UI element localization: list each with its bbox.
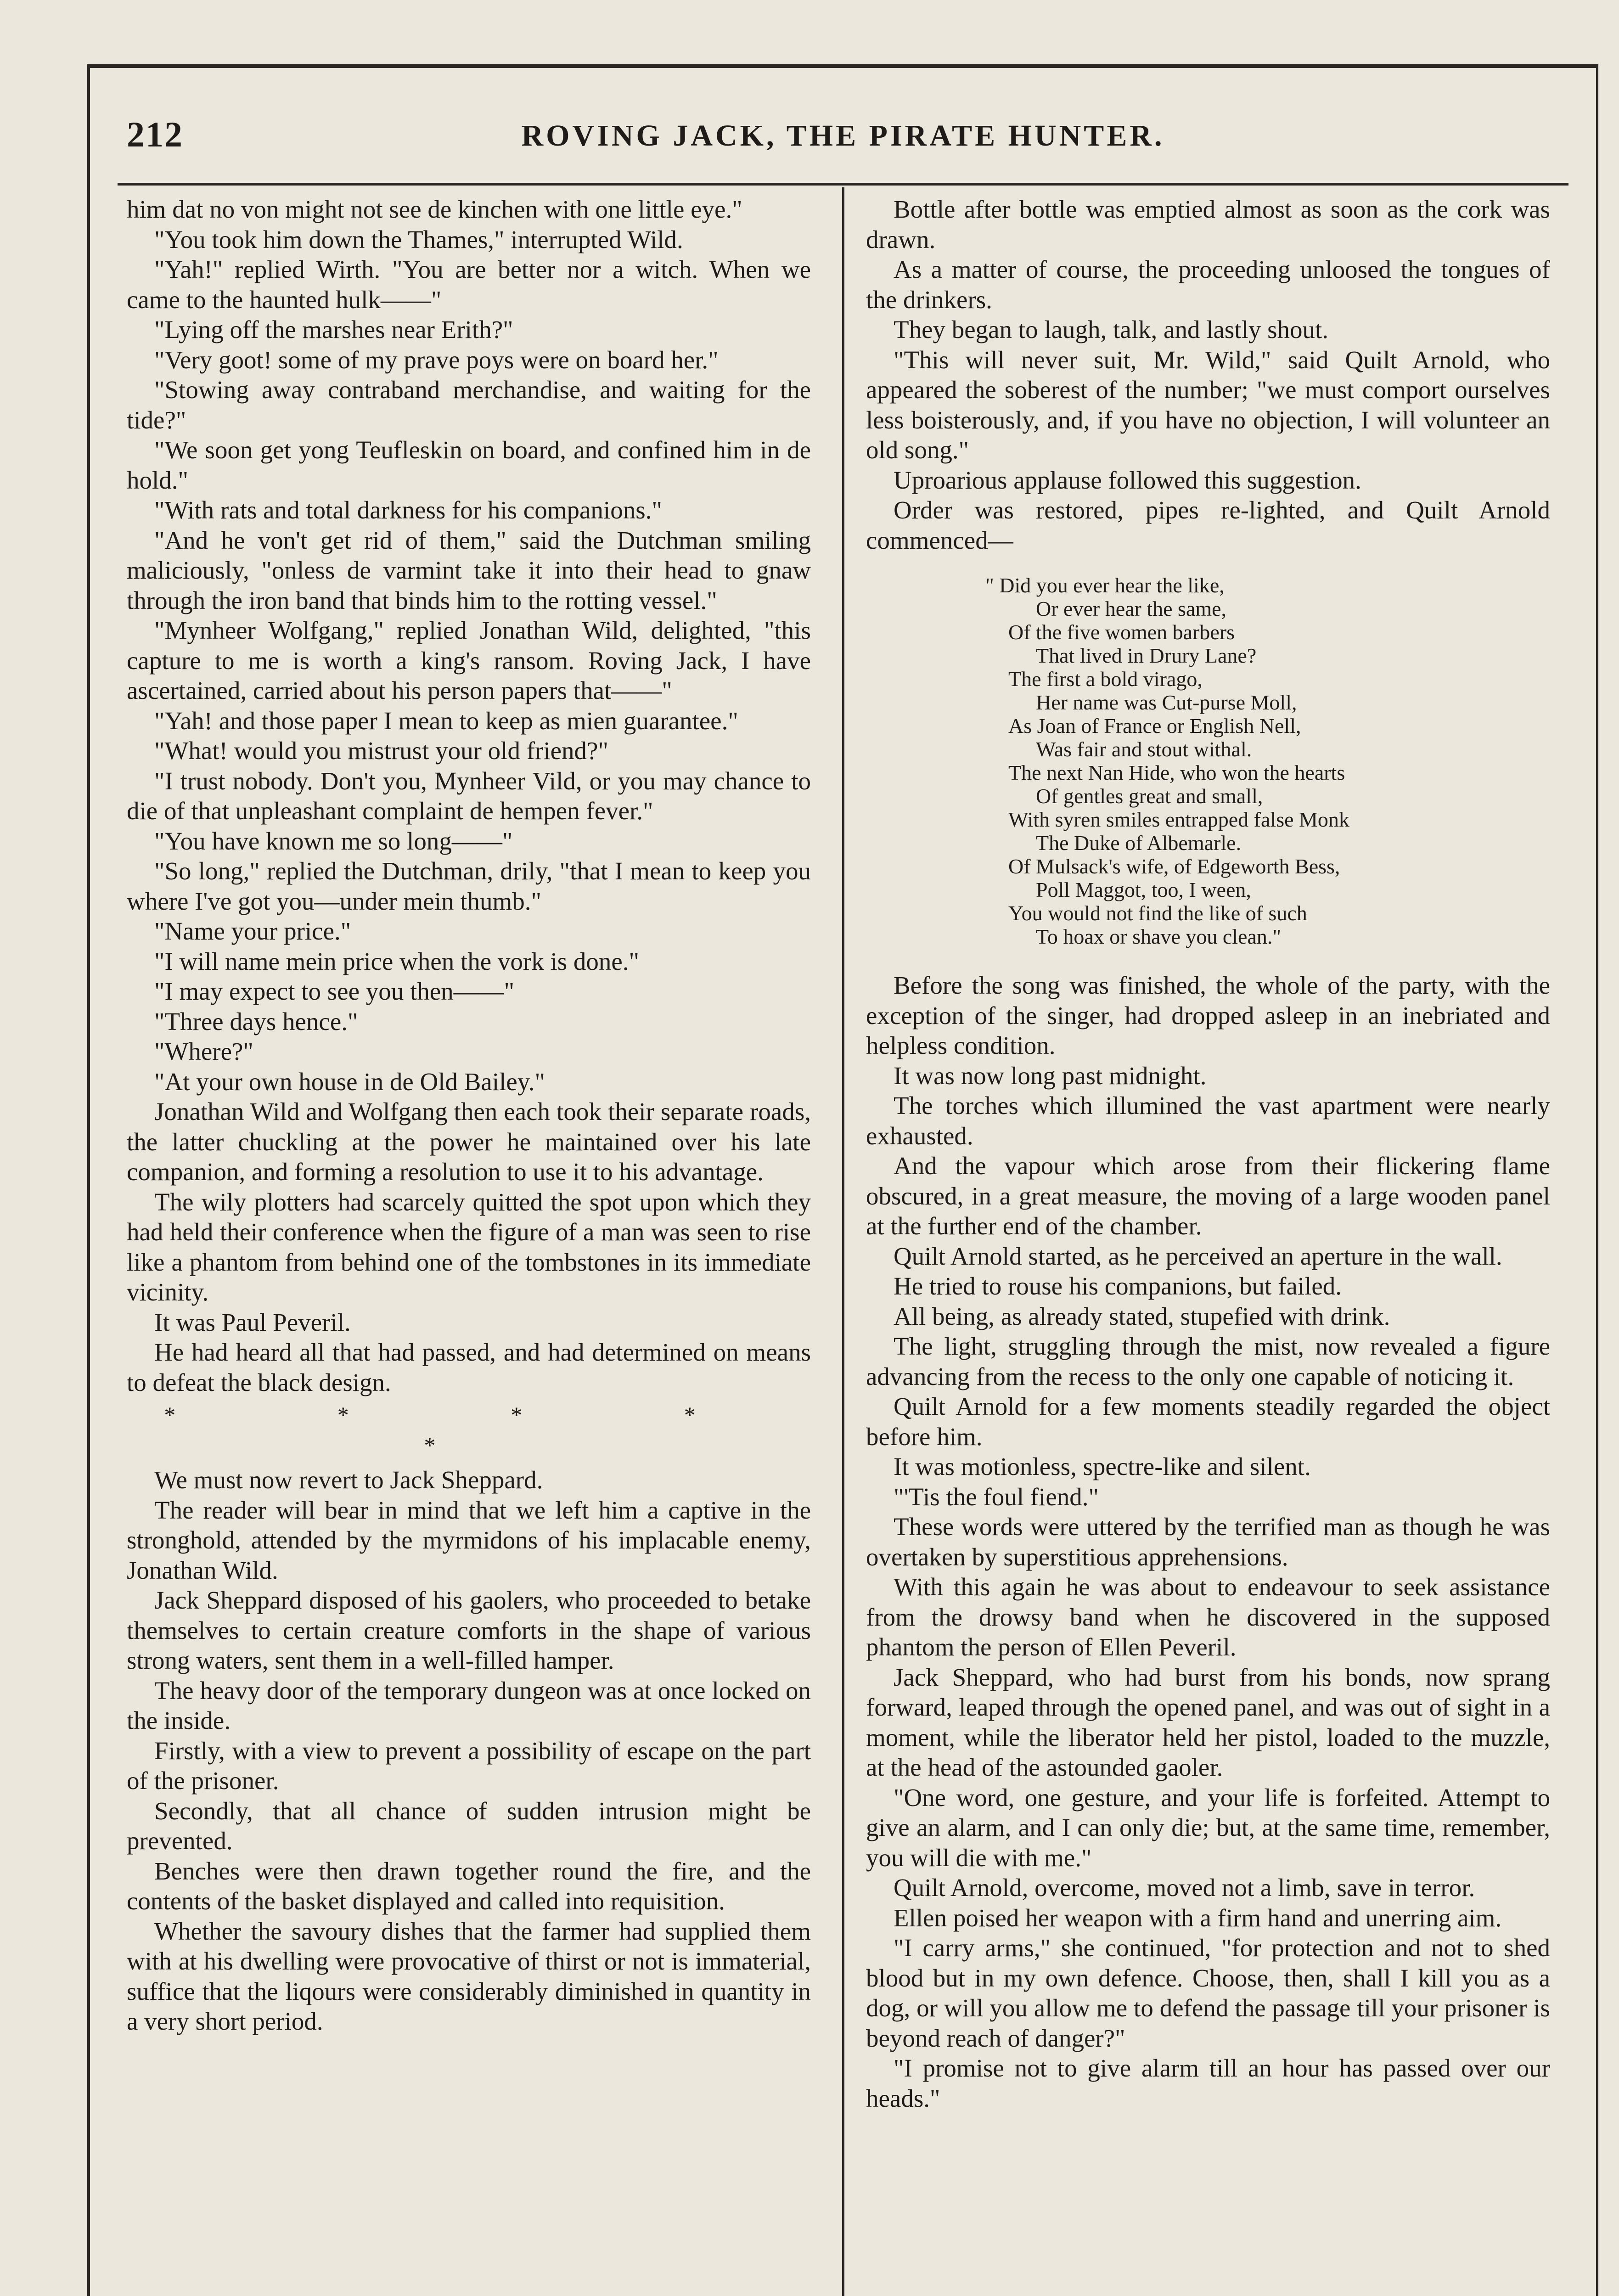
paragraph: As a matter of course, the proceeding unloosed the tongues of the drinkers. <box>866 255 1550 314</box>
running-title: ROVING JACK, THE PIRATE HUNTER. <box>521 119 1165 152</box>
column-divider <box>842 187 844 2296</box>
paragraph: Bottle after bottle was emptied almost as soon as the cork was drawn. <box>866 195 1550 253</box>
paragraph: He tried to rouse his companions, but failed. <box>894 1272 1342 1300</box>
paragraph: Order was restored, pipes re-lighted, and Quilt Arnold commenced— <box>866 496 1550 554</box>
paragraph: "You took him down the Thames," interrupted Wild. <box>154 225 683 253</box>
paragraph: "Three days hence." <box>154 1007 358 1035</box>
paragraph: The light, struggling through the mist, now revealed a figure advancing from the recess to the only one capable of noticing it. <box>866 1332 1550 1390</box>
paragraph: It was now long past midnight. <box>894 1061 1207 1090</box>
paragraph: Jonathan Wild and Wolfgang then each took their separate roads, the latter chuckling at the power he maintained over his late companion, and forming a resolution to use it to his advantage. <box>127 1097 811 1186</box>
paragraph: "Mynheer Wolfgang," replied Jonathan Wild, delighted, "this capture to me is worth a king's ransom. Roving Jack, I have ascertained, carried about his person papers that——" <box>127 616 811 704</box>
paragraph: "I carry arms," she continued, "for protection and not to shed blood but in my own defence. Choose, then, shall I kill you as a dog, or will you allow me to defend the passage till your prisoner is beyond reach of danger?" <box>866 1934 1550 2052</box>
song-verse <box>866 574 1550 948</box>
paragraph: Quilt Arnold started, as he perceived an aperture in the wall. <box>894 1242 1502 1270</box>
verse-line: Her name was Cut-purse Moll, <box>1036 691 1297 714</box>
paragraph: Uproarious applause followed this suggestion. <box>894 466 1361 494</box>
paragraph: It was motionless, spectre-like and silent. <box>894 1452 1311 1480</box>
paragraph: "Where?" <box>154 1037 253 1065</box>
paragraph: "Yah! and those paper I mean to keep as mien guarantee." <box>154 706 738 735</box>
paragraph: "So long," replied the Dutchman, drily, "that I mean to keep you where I've got you—under mein thumb." <box>127 857 811 915</box>
paragraph: "You have known me so long——" <box>154 827 513 855</box>
paragraph: We must now revert to Jack Sheppard. <box>154 1466 543 1494</box>
verse-line: Poll Maggot, too, I ween, <box>1036 878 1251 901</box>
verse-line: You would not find the like of such <box>1008 901 1307 925</box>
paragraph: The heavy door of the temporary dungeon was at once locked on the inside. <box>127 1676 811 1734</box>
paragraph: The wily plotters had scarcely quitted the spot upon which they had held their conference when the figure of a man was seen to rise like a phantom from behind one of the tombstones in its immediate vicinity. <box>127 1187 811 1306</box>
verse-line: The next Nan Hide, who won the hearts <box>1008 761 1345 784</box>
paragraph: "Lying off the marshes near Erith?" <box>154 315 513 343</box>
verse-line: The first a bold virago, <box>1008 667 1203 691</box>
verse-line: To hoax or shave you clean." <box>1036 925 1282 948</box>
paragraph: "'Tis the foul fiend." <box>894 1482 1099 1511</box>
page-number: 212 <box>127 114 183 154</box>
verse-line: As Joan of France or English Nell, <box>1008 714 1301 737</box>
paragraph: Quilt Arnold, overcome, moved not a limb, save in terror. <box>894 1874 1475 1902</box>
printed-page <box>87 64 1598 2296</box>
paragraph: With this again he was about to endeavour to seek assistance from the drowsy band when he discovered in the supposed phantom the person of Ellen Peveril. <box>866 1573 1550 1661</box>
paragraph: The reader will bear in mind that we left him a captive in the stronghold, attended by the myrmidons of his implacable enemy, Jonathan Wild. <box>127 1496 811 1584</box>
section-break: * * * * * <box>164 1402 774 1458</box>
paragraph: "At your own house in de Old Bailey." <box>154 1067 545 1096</box>
paragraph: "I promise not to give alarm till an hour has passed over our heads." <box>866 2054 1550 2112</box>
paragraph: "And he von't get rid of them," said the Dutchman smiling maliciously, "onless de varmint take it into their head to gnaw through the iron band that binds him to the rotting vessel." <box>127 526 811 614</box>
paragraph: Benches were then drawn together round the fire, and the contents of the basket displayed and called into requisition. <box>127 1857 811 1915</box>
paragraph: Jack Sheppard disposed of his gaolers, who proceeded to betake themselves to certain creature comforts in the shape of various strong waters, sent them in a well-filled hamper. <box>127 1586 811 1674</box>
paragraph: "I trust nobody. Don't you, Mynheer Vild, or you may chance to die of that unpleashant complaint de hempen fever." <box>127 766 811 825</box>
verse-line: That lived in Drury Lane? <box>1036 644 1257 667</box>
verse-line: Of gentles great and small, <box>1036 784 1263 808</box>
paragraph: "Name your price." <box>154 917 351 945</box>
page-header <box>118 96 1568 186</box>
verse-line: The Duke of Albemarle. <box>1036 831 1242 855</box>
paragraph: Secondly, that all chance of sudden intrusion might be prevented. <box>127 1796 811 1855</box>
left-column <box>127 194 811 2037</box>
paragraph: "What! would you mistrust your old friend?" <box>154 737 608 765</box>
paragraph: "I will name mein price when the vork is done." <box>154 947 640 975</box>
verse-line: Or ever hear the same, <box>1036 597 1227 620</box>
verse-line: Of the five women barbers <box>1008 620 1235 644</box>
verse-line: Was fair and stout withal. <box>1036 737 1252 761</box>
verse-line: Of Mulsack's wife, of Edgeworth Bess, <box>1008 855 1340 878</box>
verse-line: With syren smiles entrapped false Monk <box>1008 808 1349 831</box>
paragraph: It was Paul Peveril. <box>154 1308 351 1336</box>
paragraph: All being, as already stated, stupefied with drink. <box>894 1302 1390 1330</box>
paragraph: "With rats and total darkness for his companions." <box>154 496 662 524</box>
paragraph: "I may expect to see you then——" <box>154 977 515 1005</box>
paragraph: "Very goot! some of my prave poys were on board her." <box>154 345 719 374</box>
paragraph: Firstly, with a view to prevent a possibility of escape on the part of the prisoner. <box>127 1736 811 1795</box>
paragraph: And the vapour which arose from their flickering flame obscured, in a great measure, the moving of a large wooden panel at the further end of the chamber. <box>866 1152 1550 1240</box>
paragraph: The torches which illumined the vast apartment were nearly exhausted. <box>866 1092 1550 1150</box>
verse-line: " Did you ever hear the like, <box>985 574 1225 597</box>
paragraph: him dat no von might not see de kinchen with one little eye." <box>127 195 742 223</box>
paragraph: Quilt Arnold for a few moments steadily regarded the object before him. <box>866 1392 1550 1451</box>
paragraph: "This will never suit, Mr. Wild," said Quilt Arnold, who appeared the soberest of the number; "we must comport ourselves less boisterously, and, if you have no objection, I will volunteer an old song." <box>866 345 1550 464</box>
paragraph: Whether the savoury dishes that the farmer had supplied them with at his dwelling were provocative of thirst or not is immaterial, suffice that the liqours were considerably diminished in quantity in a very short period. <box>127 1917 811 2035</box>
right-column <box>866 194 1550 2113</box>
paragraph: He had heard all that had passed, and had determined on means to defeat the black design. <box>127 1338 811 1396</box>
paragraph: Ellen poised her weapon with a firm hand and unerring aim. <box>894 1903 1502 1932</box>
paragraph: Jack Sheppard, who had burst from his bonds, now sprang forward, leaped through the opened panel, and was out of sight in a moment, while the liberator held her pistol, loaded to the muzzle, at the head of the astounded gaoler. <box>866 1663 1550 1781</box>
paragraph: "We soon get yong Teufleskin on board, and confined him in de hold." <box>127 436 811 494</box>
paragraph: These words were uttered by the terrified man as though he was overtaken by superstitious apprehensions. <box>866 1513 1550 1571</box>
paragraph: "Stowing away contraband merchandise, and waiting for the tide?" <box>127 376 811 434</box>
paragraph: Before the song was finished, the whole of the party, with the exception of the singer, had dropped asleep in an inebriated and helpless condition. <box>866 971 1550 1059</box>
paragraph: They began to laugh, talk, and lastly shout. <box>894 315 1329 343</box>
paragraph: "Yah!" replied Wirth. "You are better nor a witch. When we came to the haunted hulk——" <box>127 255 811 314</box>
paragraph: "One word, one gesture, and your life is forfeited. Attempt to give an alarm, and I can only die; but, at the same time, remember, you will die with me." <box>866 1783 1550 1872</box>
